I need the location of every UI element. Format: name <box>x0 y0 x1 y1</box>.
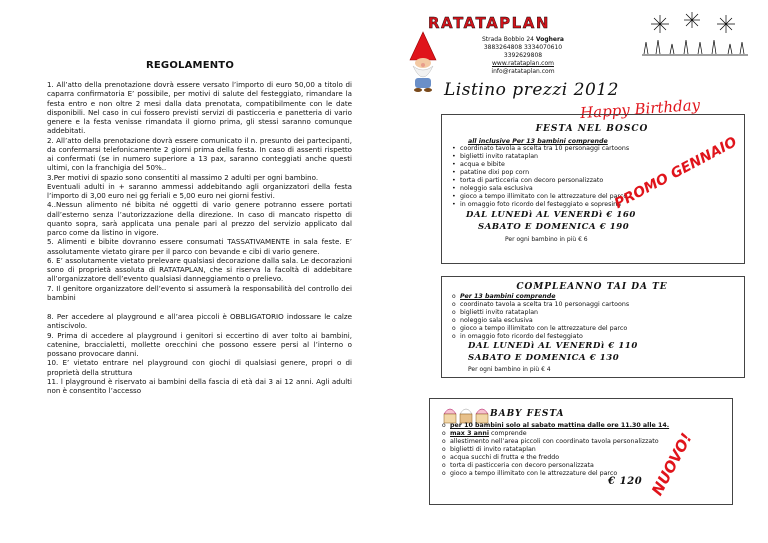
list-item: • acqua e bibite <box>452 161 682 169</box>
festa-bosco-title: FESTA NEL BOSCO <box>535 124 649 134</box>
list-item: o gioco a tempo illimitato con le attrezzature del parco <box>442 470 682 478</box>
list-item: o allestimento nell’area piccoli con coordinato tavola personalizzato <box>442 438 682 446</box>
list-item: o biglietti di invito ratataplan <box>442 446 682 454</box>
rule-3b: Eventuali adulti in + saranno ammessi addebitando agli organizzatori della festa l’importo di 3,00 euro nei gg feriali e 5,00 euro nei giorni festivi. <box>47 181 352 200</box>
list-item: o gioco a tempo illimitato con le attrezzature del parco <box>452 325 692 333</box>
gnome-icon <box>400 30 446 92</box>
list-item: • noleggio sala esclusiva <box>452 185 682 193</box>
baby-festa-items <box>442 422 682 478</box>
list-item: • biglietti invito ratataplan <box>452 153 682 161</box>
list-item <box>442 422 682 430</box>
list-item <box>452 293 692 301</box>
list-item: o biglietti invito ratataplan <box>452 309 692 317</box>
address: Strada Bobbio 24 <box>482 36 536 43</box>
nuovo-badge: NUOVO! <box>648 430 696 499</box>
compleanno-price-weekend: SABATO E DOMENICA € 130 <box>468 353 620 363</box>
rule-10: 10. E’ vietato entrare nel playground con giochi di qualsiasi genere, propri o di proprietà della struttura <box>47 358 352 377</box>
rule-2: 2. All’atto della prenotazione dovrà essere comunicato il n. presunto dei partecipanti, da confermarsi telefonicamente 2 giorni prima della festa. In caso di assenti rispetto ai confermati (se in numero superiore a 13 pax, saranno conteggiati anche questi ultimi, con la franchigia del 50%.. <box>47 135 352 173</box>
rule-5: 5. Alimenti e bibite dovranno essere consumati TASSATIVAMENTE in sala feste. E’ assolutamente vietato girare per il parco con bevande e cibi di vario genere. <box>47 237 352 256</box>
rule-8: 8. Per accedere al playground e all’area piccoli è OBBLIGATORIO indossare le calze antiscivolo. <box>47 312 352 331</box>
rule-1: 1. All’atto della prenotazione dovrà essere versato l’importo di euro 50,00 a titolo di caparra confirmatoria E’ possibile, per motivi di salute del festeggiato, rimandare la festa entro e non oltre 2 mesi dalla data prenotata, compatibilmente con le date disponibili. Nel caso in cui fossero previsti servizi di pasticceria e panetteria di vario genere e la festa venisse rimandata il giorno prima, gli stessi saranno comunque addebitati. <box>47 80 352 136</box>
address-line <box>478 36 568 44</box>
list-item: • torta di particceria con decoro personalizzato <box>452 177 682 185</box>
email-link[interactable]: info@ratataplan.com <box>491 68 555 75</box>
list-item: • gioco a tempo illimitato con le attrezzature del parco <box>452 193 682 201</box>
baby-festa-age: max 3 anni <box>450 430 490 437</box>
celebration-fireworks-icon <box>640 10 750 62</box>
baby-festa-title: BABY FESTA <box>490 409 565 419</box>
compleanno-price-weekday: DAL LUNEDì AL VENERDì € 110 <box>468 341 638 351</box>
regolamento-title: REGOLAMENTO <box>146 60 235 71</box>
baby-festa-price: € 120 <box>608 476 643 487</box>
compleanno-subtitle: Per 13 bambini comprende <box>460 293 556 300</box>
festa-bosco-price-weekend: SABATO E DOMENICA € 190 <box>478 222 630 232</box>
baby-festa-comprende: comprende <box>489 430 527 437</box>
list-item: o coordinato tavola a scelta tra 10 personaggi cartoons <box>452 301 692 309</box>
happy-birthday-heading: Happy Birthday <box>579 95 701 123</box>
compleanno-extra: Per ogni bambino in più € 4 <box>468 366 551 373</box>
list-item: o torta di pasticceria con decoro personalizzata <box>442 462 682 470</box>
baby-festa-line1: per 10 bambini solo al sabato mattina dalle ore 11.30 alle 14. <box>450 422 670 429</box>
rule-4: 4..Nessun alimento né bibita né oggetti di vario genere potranno essere portati dall’esterno senza l’autorizzazione della direzione. In caso di mancato rispetto di quanto sopra, sarà applicata una penale pari al prezzo del servizio applicato dal parco come da listino in vigore. <box>47 200 352 237</box>
compleanno-title: COMPLEANNO TAI DA TE <box>516 282 668 292</box>
contact-block <box>478 36 568 76</box>
ratataplan-logo: RATATAPLAN <box>428 14 550 32</box>
phones: 3883264808 3334070610 3392629808 <box>483 44 563 59</box>
compleanno-items <box>452 293 692 341</box>
rule-3: 3.Per motivi di spazio sono consentiti al massimo 2 adulti per ogni bambino. <box>47 172 319 182</box>
festa-bosco-subtitle: all inclusive Per 13 bambini comprende <box>468 138 608 145</box>
list-item: o noleggio sala esclusiva <box>452 317 692 325</box>
festa-bosco-extra: Per ogni bambino in più € 6 <box>505 236 588 243</box>
list-item: • patatine dixi pop corn <box>452 169 682 177</box>
website-link[interactable]: www.ratataplan.com <box>492 60 554 67</box>
festa-bosco-items <box>452 145 682 209</box>
rules-list <box>47 80 352 395</box>
list-item: • in omaggio foto ricordo del festeggiato e sopresina <box>452 201 682 209</box>
list-item: o in omaggio foto ricordo del festeggiato <box>452 333 692 341</box>
rule-11: 11. l playground è riservato ai bambini della fascia di età dai 3 ai 12 anni. Agli adulti non è consentito l’accesso <box>47 376 352 395</box>
rule-6: 6. E’ assolutamente vietato prelevare qualsiasi decorazione dalla sala. Le decorazioni sono di proprietà assoluta di RATATAPLAN, che si riserva la facoltà di addebitare all’organizzatore dell’evento qualsiasi danneggiamento o prelievo. <box>47 255 352 284</box>
list-item <box>442 430 682 438</box>
list-item: o acqua succhi di frutta e the freddo <box>442 454 682 462</box>
rule-7: 7. Il genitore organizzatore dell’evento si assumerà la responsabilità del controllo dei bambini <box>47 283 352 302</box>
list-item: • coordinato tavola a scelta tra 10 personaggi cartoons <box>452 145 682 153</box>
festa-bosco-price-weekday: DAL LUNEDì AL VENERDì € 160 <box>466 210 636 220</box>
city: Voghera <box>535 36 564 43</box>
listino-title: Listino prezzi 2012 <box>444 80 619 100</box>
promo-gennaio-badge: PROMO GENNAIO <box>612 134 740 213</box>
rule-9: 9. Prima di accedere al playground i genitori si eccertino di aver tolto ai bambini, catenine, braccialetti, mollette orecchini che possono essere persi al l’interno o possano provocare danni. <box>47 330 352 358</box>
